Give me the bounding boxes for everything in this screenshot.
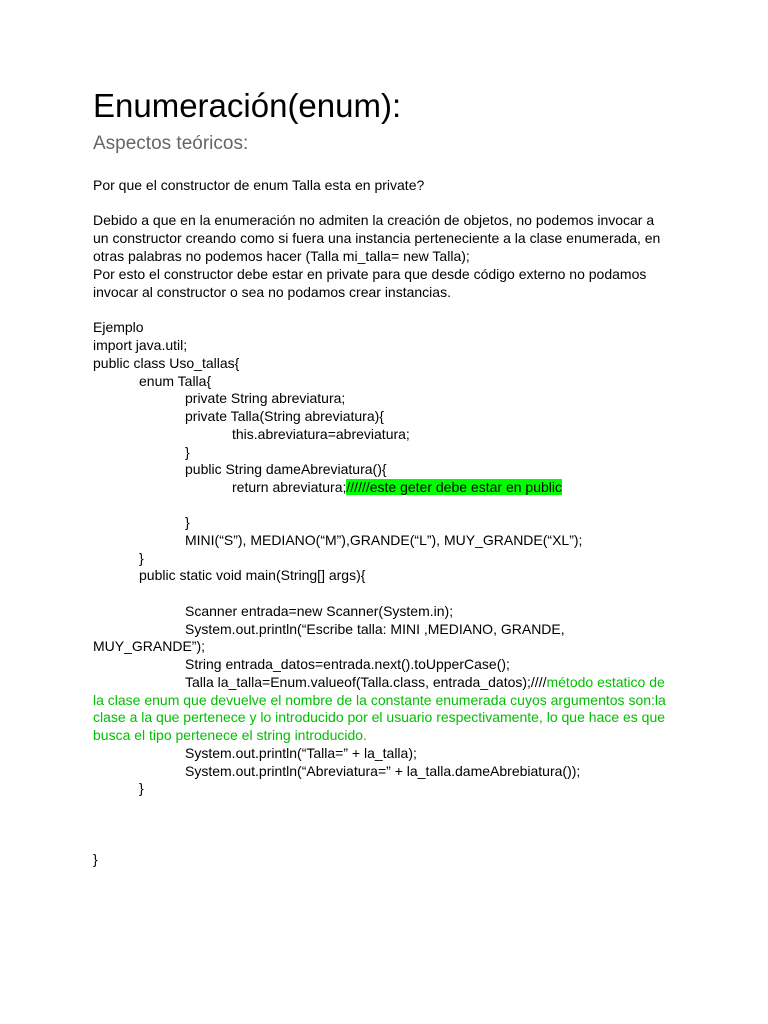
code-line: public static void main(String[] args){ [139, 567, 366, 583]
paragraph-line: un constructor creando como si fuera una instancia perteneciente a la clase enumerada, en [93, 230, 661, 246]
code-line: public String dameAbreviatura(){ [185, 461, 387, 477]
code-line [185, 673, 665, 691]
code-line: System.out.println(“Talla=” + la_talla); [185, 745, 417, 761]
green-comment: método estatico de [546, 674, 665, 690]
code-line: Scanner entrada=new Scanner(System.in); [185, 603, 454, 619]
code-line: MUY_GRANDE”); [93, 638, 206, 654]
code-line: public class Uso_tallas{ [93, 355, 240, 371]
code-line: import java.util; [93, 337, 188, 353]
page-title: Enumeración(enum): [93, 87, 402, 124]
code-line: } [93, 851, 98, 867]
green-comment-line: busca el tipo pertenece el string introducido. [93, 727, 367, 743]
question-text: Por que el constructor de enum Talla esta en private? [93, 177, 425, 193]
code-line: } [139, 550, 144, 566]
code-line: } [185, 514, 190, 530]
example-label: Ejemplo [93, 319, 144, 335]
code-line [232, 478, 562, 496]
code-line: String entrada_datos=entrada.next().toUpperCase(); [185, 656, 510, 672]
paragraph-line: otras palabras no podemos hacer (Talla mi_talla= new Talla); [93, 248, 470, 264]
code-line: MINI(“S”), MEDIANO(“M”),GRANDE(“L”), MUY_GRANDE(“XL”); [185, 532, 583, 548]
paragraph-line: Debido a que en la enumeración no admiten la creación de objetos, no podemos invocar a [93, 212, 655, 228]
code-line: private Talla(String abreviatura){ [185, 408, 384, 424]
green-comment-line: la clase enum que devuelve el nombre de la constante enumerada cuyos argumentos son:la [93, 692, 666, 708]
section-subtitle: Aspectos teóricos: [93, 133, 249, 154]
code-line: this.abreviatura=abreviatura; [232, 426, 410, 442]
code-line: private String abreviatura; [185, 390, 346, 406]
code-line: } [139, 780, 144, 796]
code-line: System.out.println(“Escribe talla: MINI ,MEDIANO, GRANDE, [185, 621, 565, 637]
code-line: System.out.println(“Abreviatura=” + la_talla.dameAbrebiatura()); [185, 763, 581, 779]
green-comment-line: clase a la que pertenece y lo introducido por el usuario respectivamente, lo que hace es que [93, 709, 666, 725]
code-line: enum Talla{ [139, 373, 212, 389]
paragraph-line: invocar al constructor o sea no podamos crear instancias. [93, 284, 451, 300]
paragraph-line: Por esto el constructor debe estar en private para que desde código externo no podamos [93, 266, 647, 282]
highlighted-comment: //////este geter debe estar en public [346, 479, 562, 495]
return-statement: return abreviatura; [232, 479, 347, 495]
code-line: } [185, 444, 190, 460]
valueof-statement: Talla la_talla=Enum.valueof(Talla.class, entrada_datos);//// [185, 674, 547, 690]
